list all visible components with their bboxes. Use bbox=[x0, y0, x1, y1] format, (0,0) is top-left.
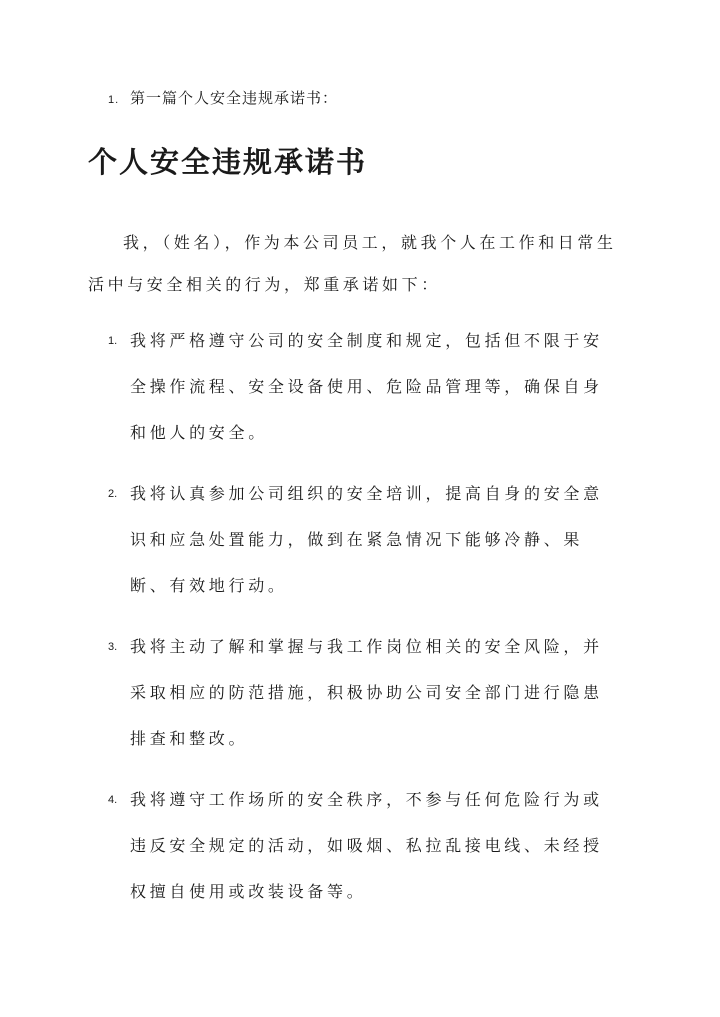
commitment-number: 3. bbox=[108, 641, 118, 653]
commitment-number: 1. bbox=[108, 335, 118, 347]
commitment-item bbox=[0, 471, 620, 609]
outline-text: 第一篇个人安全违规承诺书： bbox=[130, 89, 339, 107]
commitment-item bbox=[0, 624, 620, 762]
commitment-item bbox=[0, 318, 620, 456]
commitment-item bbox=[0, 777, 620, 915]
outline-number: 1. bbox=[108, 94, 120, 106]
commitment-text: 我将严格遵守公司的安全制度和规定，包括但不限于安全操作流程、安全设备使用、危险品管理等，确保自身和他人的安全。 bbox=[130, 331, 603, 442]
commitment-text: 我将主动了解和掌握与我工作岗位相关的安全风险，并采取相应的防范措施，积极协助公司安全部门进行隐患排查和整改。 bbox=[130, 637, 603, 748]
intro-paragraph: 我，（姓名），作为本公司员工，就我个人在工作和日常生活中与安全相关的行为，郑重承诺如下： bbox=[88, 233, 617, 294]
commitment-number: 4. bbox=[108, 794, 118, 806]
outline-heading bbox=[108, 86, 338, 112]
commitment-number: 2. bbox=[108, 488, 118, 500]
document-title: 个人安全违规承诺书 bbox=[88, 145, 368, 179]
commitment-text: 我将认真参加公司组织的安全培训，提高自身的安全意识和应急处置能力，做到在紧急情况下能够冷静、果断、有效地行动。 bbox=[130, 484, 603, 595]
commitment-text: 我将遵守工作场所的安全秩序，不参与任何危险行为或违反安全规定的活动，如吸烟、私拉乱接电线、未经授权擅自使用或改装设备等。 bbox=[130, 790, 603, 901]
commitment-list bbox=[0, 318, 620, 930]
